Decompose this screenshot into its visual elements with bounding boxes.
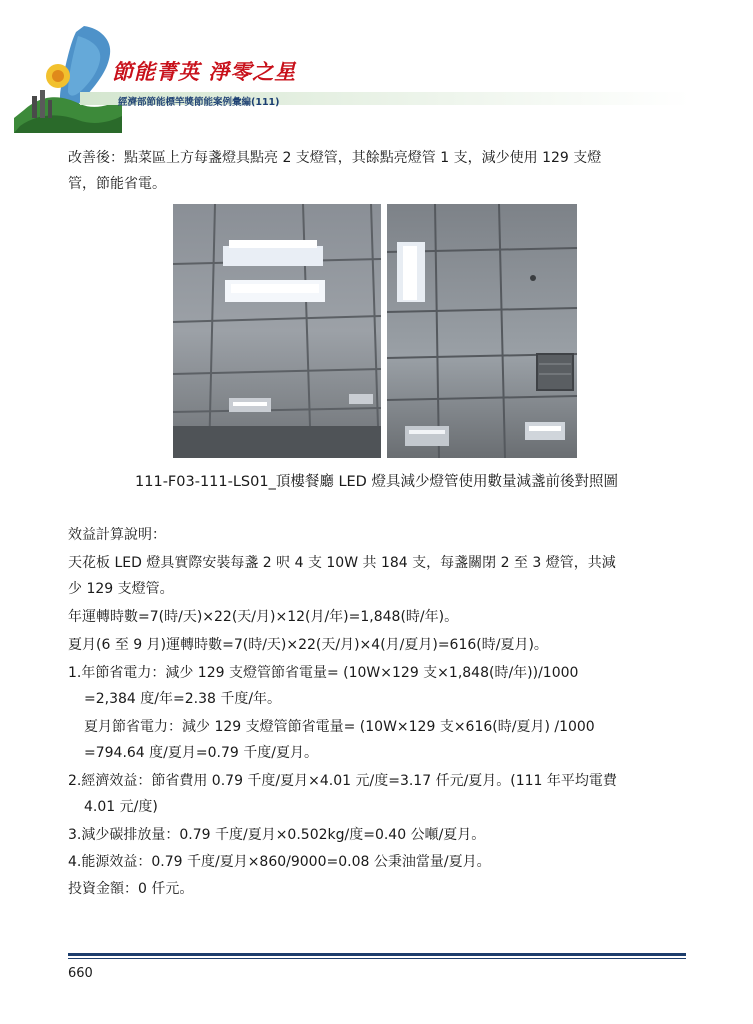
- benefits-line: 投資金額：0 仟元。: [68, 881, 194, 897]
- benefits-line: 夏月(6 至 9 月)運轉時數=7(時/天)×22(天/月)×4(月/夏月)=616(時/夏月)。: [68, 637, 548, 653]
- footer-rule: [68, 953, 686, 956]
- benefits-line: 少 129 支燈管。: [68, 581, 174, 597]
- benefits-line: 3.減少碳排放量：0.79 千度/夏月×0.502kg/度=0.40 公噸/夏月。: [68, 827, 486, 843]
- ceiling-photo-after: [387, 204, 577, 458]
- benefits-line: 4.01 元/度): [84, 799, 158, 815]
- header-subtitle: 經濟部節能標竿獎節能案例彙編(111): [118, 97, 280, 108]
- taiwan-logo-graphic: [14, 18, 124, 133]
- benefits-line: =2,384 度/年=2.38 千度/年。: [84, 691, 282, 707]
- footer-rule-thin: [68, 958, 686, 959]
- benefits-line: 天花板 LED 燈具實際安裝每盞 2 呎 4 支 10W 共 184 支，每盞關閉 2 至 3 燈管，共減: [68, 555, 616, 571]
- benefits-line: 4.能源效益：0.79 千度/夏月×860/9000=0.08 公秉油當量/夏月。: [68, 854, 491, 870]
- benefits-line: 年運轉時數=7(時/天)×22(天/月)×12(月/年)=1,848(時/年)。: [68, 609, 459, 625]
- header-title: 節能菁英 淨零之星: [112, 59, 297, 84]
- benefits-heading: 效益計算說明：: [68, 527, 166, 543]
- page-number: 660: [68, 966, 93, 981]
- intro-line-2: 管，節能省電。: [68, 176, 166, 192]
- benefits-line: 2.經濟效益：節省費用 0.79 千度/夏月×4.01 元/度=3.17 仟元/夏月。(111 年平均電費: [68, 773, 617, 789]
- benefits-line: 1.年節省電力：減少 129 支燈管節省電量= (10W×129 支×1,848(時/年))/1000: [68, 665, 579, 681]
- benefits-line: 夏月節省電力：減少 129 支燈管節省電量= (10W×129 支×616(時/夏月) /1000: [84, 719, 595, 735]
- photo-caption: 111-F03-111-LS01_頂樓餐廳 LED 燈具減少燈管使用數量減盞前後對照圖: [135, 474, 618, 490]
- benefits-line: =794.64 度/夏月=0.79 千度/夏月。: [84, 745, 318, 761]
- page-header: [0, 0, 753, 135]
- intro-line-1: 改善後：點菜區上方每盞燈具點亮 2 支燈管，其餘點亮燈管 1 支，減少使用 129 支燈: [68, 150, 602, 166]
- ceiling-photo-before: [173, 204, 381, 458]
